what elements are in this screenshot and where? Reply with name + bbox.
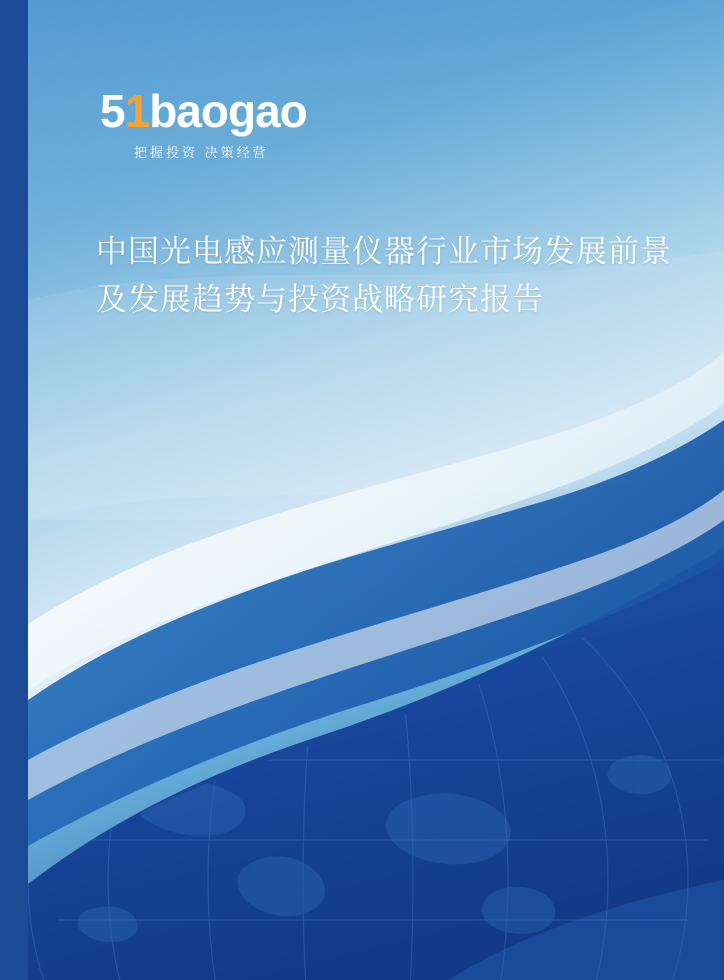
left-accent-bar: [0, 0, 28, 980]
report-title: 中国光电感应测量仪器行业市场发展前景及发展趋势与投资战略研究报告: [96, 234, 672, 318]
cover-artwork: [28, 0, 724, 980]
logo-tagline: 把握投资 决策经营: [134, 145, 269, 160]
brand-logo: [100, 85, 307, 161]
logo-suffix: baogao: [149, 85, 307, 137]
logo-accent-digit: 1: [124, 85, 150, 137]
logo-prefix: 5: [100, 85, 125, 137]
logo-wordmark: [100, 85, 307, 137]
